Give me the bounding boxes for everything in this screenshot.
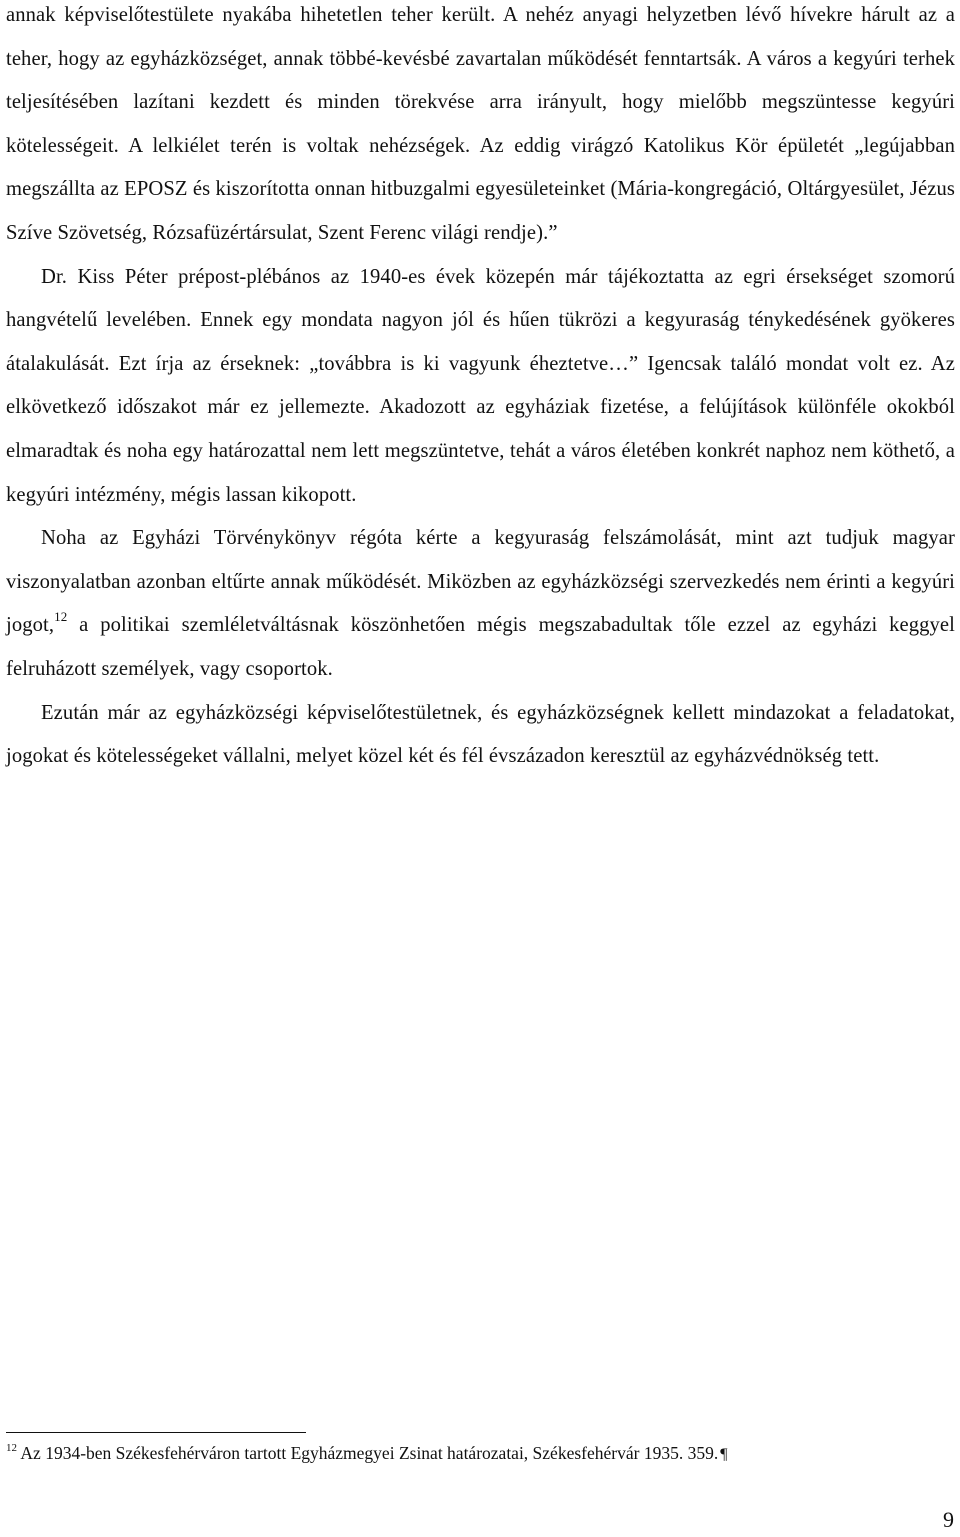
footnote-separator — [6, 1432, 306, 1433]
paragraph-egyhazi-torvenykonyv — [6, 517, 955, 691]
paragraph-continuation: annak képviselőtestülete nyakába hihetetlen teher került. A nehéz anyagi helyzetben lévő hívekre hárult az a teher, hogy az egyházközséget, annak többé-kevésbé zavartalan működését fenntartsák. A város a kegyúri terhek teljesítésében lazítani kezdett és minden törekvése arra irányult, hogy mielőbb megszüntesse kegyúri kötelességeit. A lelkiélet terén is voltak nehézségek. Az eddig virágzó Katolikus Kör épületét „legújabban megszállta az EPOSZ és kiszorította onnan hitbuzgalmi egyesületeinket (Mária-kongregáció, Oltárgyesület, Jézus Szíve Szövetség, Rózsafüzértársulat, Szent Ferenc világi rendje).” — [6, 4, 955, 244]
footnote-text: Az 1934-ben Székesfehérváron tartott Egyházmegyei Zsinat határozatai, Székesfehérvár 1935. 359. — [17, 1443, 719, 1463]
paragraph-text-before-ref: Noha az Egyházi Törvénykönyv régóta kérte a kegyuraság felszámolását, mint azt tudjuk magyar viszonyalatban azonban eltűrte annak működését. Miközben az egyházközségi szervezkedés nem érinti a kegyúri jogot, — [6, 527, 955, 637]
main-text — [6, 0, 955, 779]
footnote-reference[interactable]: 12 — [54, 609, 68, 625]
paragraph-kiss-peter: Dr. Kiss Péter prépost-plébános az 1940-es évek közepén már tájékoztatta az egri érsekséget szomorú hangvételű levelében. Ennek egy mondata nagyon jól és hűen tükrözi a kegyuraság ténykedésének gyökeres átalakulását. Ezt írja az érseknek: „továbbra is ki vagyunk éheztetve…” Igencsak találó mondat volt ez. Az elkövetkező időszakot már ez jellemezte. Akadozott az egyháziak fizetése, a felújítások különféle okokból elmaradtak és noha egy határozattal nem lett megszüntetve, tehát a város életében konkrét naphoz nem köthető, a kegyúri intézmény, mégis lassan kikopott. — [6, 265, 955, 506]
paragraph-text-after-ref: a politikai szemléletváltásnak köszönhetően mégis megszabadultak tőle ezzel az egyházi keggyel felruházott személyek, vagy csoportok. — [6, 614, 955, 680]
paragraph-ezutan: Ezután már az egyházközségi képviselőtestületnek, és egyházközségnek kellett mindazokat a feladatokat, jogokat és kötelességeket vállalni, melyet közel két és fél évszázadon keresztül az egyházvédnökség tett. — [6, 701, 955, 768]
footnote — [6, 1441, 946, 1467]
pilcrow-icon: ¶ — [720, 1446, 728, 1463]
page-number: 9 — [943, 1507, 954, 1532]
footnote-number: 12 — [6, 1442, 17, 1454]
